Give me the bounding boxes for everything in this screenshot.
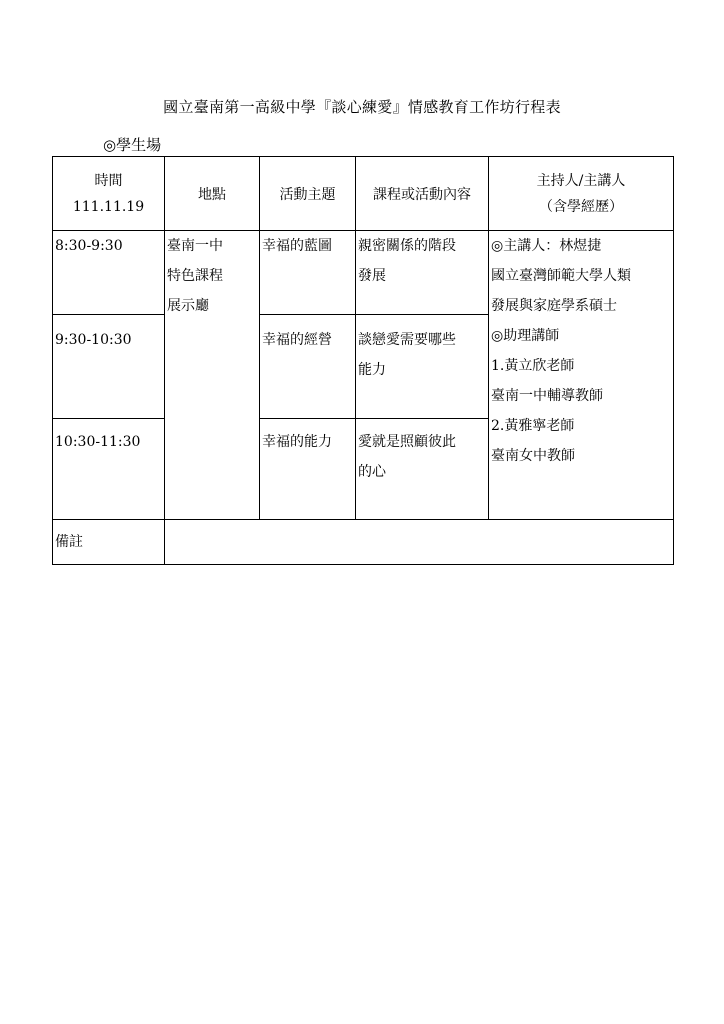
host-line: 2.黃雅寧老師 — [491, 418, 575, 434]
session-content — [356, 315, 489, 419]
header-row — [53, 157, 674, 231]
session-theme: 幸福的能力 — [260, 419, 356, 520]
host-cell — [489, 231, 674, 520]
host-line: 1.黃立欣老師 — [491, 358, 575, 374]
session-theme: 幸福的經營 — [260, 315, 356, 419]
location-line: 展示廳 — [167, 298, 209, 314]
location-line: 臺南一中 — [167, 238, 223, 254]
session-time: 9:30-10:30 — [53, 315, 165, 419]
document-title: 國立臺南第一高級中學『談心練愛』情感教育工作坊行程表 — [163, 98, 561, 116]
host-line: 臺南一中輔導教師 — [491, 388, 603, 404]
session-theme: 幸福的藍圖 — [260, 231, 356, 315]
header-host-label: 主持人/主講人 — [536, 172, 626, 189]
host-line: ◎助理講師 — [491, 328, 560, 344]
table-row — [53, 231, 674, 315]
content-line: 談戀愛需要哪些 — [358, 332, 456, 348]
header-location: 地點 — [165, 157, 260, 231]
host-line: 國立臺灣師範大學人類 — [491, 268, 631, 284]
session-subtitle: ◎學生場 — [103, 136, 162, 154]
content-line: 能力 — [358, 362, 386, 378]
remarks-value — [165, 520, 674, 565]
location-line: 特色課程 — [167, 268, 223, 284]
session-content — [356, 231, 489, 315]
remarks-label: 備註 — [53, 520, 165, 565]
host-line: 發展與家庭學系碩士 — [491, 298, 617, 314]
header-host — [489, 157, 674, 231]
header-content: 課程或活動內容 — [356, 157, 489, 231]
session-time: 10:30-11:30 — [53, 419, 165, 520]
location-cell — [165, 231, 260, 520]
content-line: 發展 — [358, 268, 386, 284]
content-line: 愛就是照顧彼此 — [358, 434, 456, 450]
content-line: 的心 — [358, 464, 386, 480]
host-line: 臺南女中教師 — [491, 448, 575, 464]
header-time — [53, 157, 165, 231]
header-host-note: （含學經歷） — [539, 198, 623, 215]
content-line: 親密關係的階段 — [358, 238, 456, 254]
host-line: ◎主講人：林煜捷 — [491, 238, 602, 254]
remarks-row — [53, 520, 674, 565]
session-time: 8:30-9:30 — [53, 231, 165, 315]
header-theme: 活動主題 — [260, 157, 356, 231]
schedule-table — [52, 156, 674, 565]
header-date: 111.11.19 — [72, 198, 145, 215]
session-content — [356, 419, 489, 520]
header-time-label: 時間 — [94, 172, 123, 189]
